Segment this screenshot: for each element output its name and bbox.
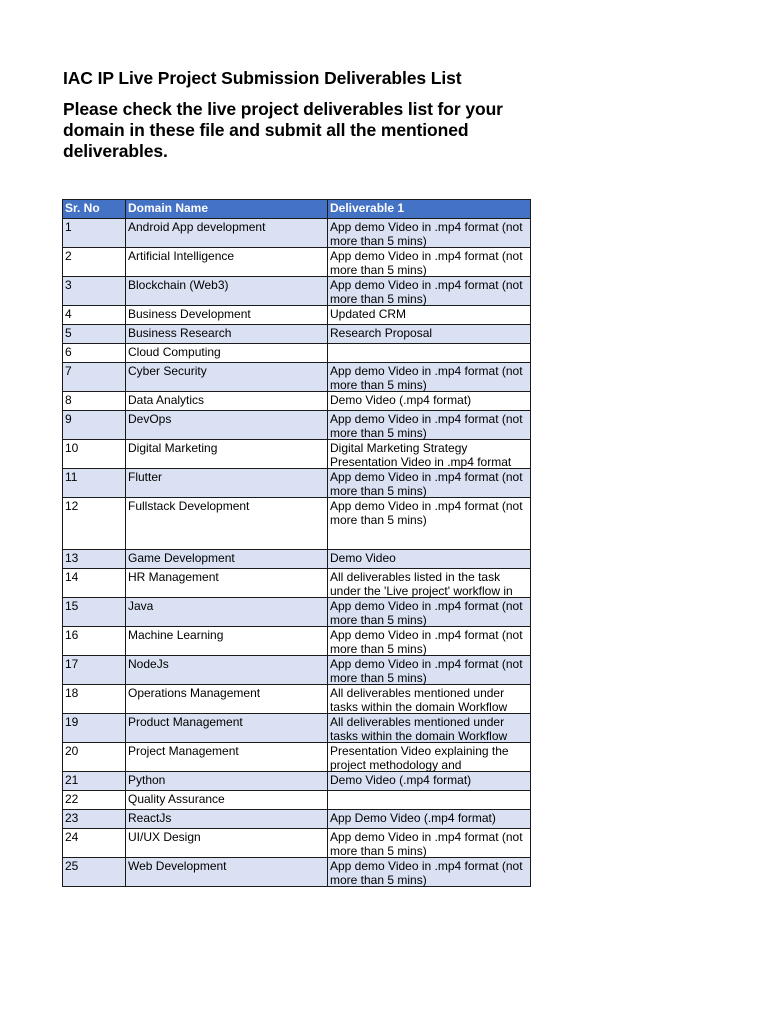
table-row xyxy=(63,306,531,325)
domain-name-text: Cloud Computing xyxy=(128,345,221,359)
sr-no-text: 23 xyxy=(65,811,79,825)
sr-no-text: 10 xyxy=(65,441,79,455)
cell-sr-no xyxy=(63,306,126,325)
domain-name-text: Java xyxy=(128,599,154,613)
sr-no-text: 12 xyxy=(65,499,79,513)
deliverable-text: Research Proposal xyxy=(330,326,433,340)
cell-sr-no xyxy=(63,743,126,772)
deliverable-text: App demo Video in .mp4 format (not more than 5 mins) xyxy=(330,599,523,627)
deliverable-text: Demo Video (.mp4 format) xyxy=(330,773,472,787)
cell-domain-name xyxy=(126,829,328,858)
domain-name-text: Blockchain (Web3) xyxy=(128,278,229,292)
domain-name-text: UI/UX Design xyxy=(128,830,201,844)
cell-domain-name xyxy=(126,569,328,598)
sr-no-text: 1 xyxy=(65,220,72,234)
cell-domain-name xyxy=(126,810,328,829)
cell-sr-no xyxy=(63,248,126,277)
sr-no-text: 2 xyxy=(65,249,72,263)
cell-deliverable xyxy=(328,344,531,363)
domain-name-text: NodeJs xyxy=(128,657,169,671)
deliverable-text: App demo Video in .mp4 format (not more than 5 mins) xyxy=(330,628,523,656)
deliverable-text: App demo Video in .mp4 format (not more than 5 mins) xyxy=(330,364,523,392)
sr-no-text: 17 xyxy=(65,657,79,671)
cell-domain-name xyxy=(126,219,328,248)
cell-sr-no xyxy=(63,772,126,791)
cell-domain-name xyxy=(126,392,328,411)
cell-sr-no xyxy=(63,469,126,498)
page-subtitle: Please check the live project deliverables list for your domain in these file and submit all the mentioned deliverables. xyxy=(63,99,503,161)
table-row xyxy=(63,829,531,858)
table-row xyxy=(63,498,531,550)
cell-domain-name xyxy=(126,598,328,627)
sr-no-text: 25 xyxy=(65,859,79,873)
domain-name-text: Product Management xyxy=(128,715,243,729)
deliverable-text: App demo Video in .mp4 format (not more than 5 mins) xyxy=(330,499,523,527)
cell-sr-no xyxy=(63,858,126,887)
deliverable-text: App demo Video in .mp4 format (not more than 5 mins) xyxy=(330,249,523,277)
cell-domain-name xyxy=(126,858,328,887)
deliverable-text: App demo Video in .mp4 format (not more than 5 mins) xyxy=(330,657,523,685)
cell-sr-no xyxy=(63,363,126,392)
page-title: IAC IP Live Project Submission Deliverables List xyxy=(63,68,462,88)
cell-sr-no xyxy=(63,344,126,363)
deliverable-text: App demo Video in .mp4 format (not more than 5 mins) xyxy=(330,830,523,858)
table-row xyxy=(63,277,531,306)
domain-name-text: Android App development xyxy=(128,220,266,234)
table-row xyxy=(63,569,531,598)
cell-sr-no xyxy=(63,598,126,627)
header-deliverable-1: Deliverable 1 xyxy=(328,200,531,219)
cell-deliverable xyxy=(328,743,531,772)
table-row xyxy=(63,363,531,392)
cell-domain-name xyxy=(126,772,328,791)
domain-name-text: DevOps xyxy=(128,412,172,426)
cell-deliverable xyxy=(328,569,531,598)
cell-sr-no xyxy=(63,550,126,569)
sr-no-text: 4 xyxy=(65,307,72,321)
table-row xyxy=(63,598,531,627)
header-domain-name: Domain Name xyxy=(126,200,328,219)
cell-deliverable xyxy=(328,411,531,440)
sr-no-text: 5 xyxy=(65,326,72,340)
domain-name-text: Data Analytics xyxy=(128,393,205,407)
cell-sr-no xyxy=(63,440,126,469)
header-sr-no: Sr. No xyxy=(63,200,126,219)
cell-sr-no xyxy=(63,392,126,411)
cell-sr-no xyxy=(63,714,126,743)
cell-deliverable xyxy=(328,714,531,743)
table-row xyxy=(63,344,531,363)
cell-deliverable xyxy=(328,810,531,829)
cell-domain-name xyxy=(126,656,328,685)
deliverable-text: App demo Video in .mp4 format (not more than 5 mins) xyxy=(330,470,523,498)
cell-domain-name xyxy=(126,469,328,498)
cell-domain-name xyxy=(126,325,328,344)
cell-domain-name xyxy=(126,498,328,550)
table-body xyxy=(63,219,531,887)
domain-name-text: HR Management xyxy=(128,570,219,584)
table-row xyxy=(63,550,531,569)
sr-no-text: 8 xyxy=(65,393,72,407)
sr-no-text: 16 xyxy=(65,628,79,642)
deliverable-text: All deliverables mentioned under tasks within the domain Workflow xyxy=(330,715,508,743)
cell-deliverable xyxy=(328,829,531,858)
table-row xyxy=(63,440,531,469)
deliverable-text: App demo Video in .mp4 format (not more than 5 mins) xyxy=(330,220,523,248)
cell-domain-name xyxy=(126,363,328,392)
cell-sr-no xyxy=(63,656,126,685)
domain-name-text: Business Research xyxy=(128,326,232,340)
cell-deliverable xyxy=(328,627,531,656)
table-row xyxy=(63,219,531,248)
deliverables-table xyxy=(62,199,531,887)
deliverable-text: All deliverables listed in the task under the 'Live project' workflow in xyxy=(330,570,513,598)
cell-deliverable xyxy=(328,219,531,248)
domain-name-text: Cyber Security xyxy=(128,364,207,378)
table-header-row xyxy=(63,200,531,219)
domain-name-text: Game Development xyxy=(128,551,235,565)
sr-no-text: 24 xyxy=(65,830,79,844)
table-row xyxy=(63,392,531,411)
cell-sr-no xyxy=(63,325,126,344)
domain-name-text: Web Development xyxy=(128,859,227,873)
sr-no-text: 6 xyxy=(65,345,72,359)
deliverable-text: App demo Video in .mp4 format (not more than 5 mins) xyxy=(330,278,523,306)
cell-deliverable xyxy=(328,277,531,306)
table-row xyxy=(63,685,531,714)
cell-sr-no xyxy=(63,569,126,598)
cell-deliverable xyxy=(328,498,531,550)
cell-sr-no xyxy=(63,685,126,714)
deliverable-text: App demo Video in .mp4 format (not more than 5 mins) xyxy=(330,412,523,440)
cell-domain-name xyxy=(126,277,328,306)
sr-no-text: 22 xyxy=(65,792,79,806)
sr-no-text: 21 xyxy=(65,773,79,787)
cell-sr-no xyxy=(63,829,126,858)
table-row xyxy=(63,791,531,810)
deliverable-text: All deliverables mentioned under tasks within the domain Workflow xyxy=(330,686,508,714)
table-row xyxy=(63,627,531,656)
cell-sr-no xyxy=(63,411,126,440)
table-row xyxy=(63,248,531,277)
sr-no-text: 20 xyxy=(65,744,79,758)
sr-no-text: 9 xyxy=(65,412,72,426)
deliverable-text: Presentation Video explaining the project methodology and xyxy=(330,744,509,772)
cell-domain-name xyxy=(126,411,328,440)
cell-deliverable xyxy=(328,656,531,685)
cell-deliverable xyxy=(328,306,531,325)
table-row xyxy=(63,325,531,344)
table-row xyxy=(63,411,531,440)
cell-deliverable xyxy=(328,440,531,469)
deliverable-text: Updated CRM xyxy=(330,307,407,321)
cell-domain-name xyxy=(126,306,328,325)
sr-no-text: 7 xyxy=(65,364,72,378)
cell-deliverable xyxy=(328,550,531,569)
table-row xyxy=(63,772,531,791)
cell-domain-name xyxy=(126,440,328,469)
domain-name-text: Machine Learning xyxy=(128,628,224,642)
cell-domain-name xyxy=(126,627,328,656)
cell-domain-name xyxy=(126,248,328,277)
cell-deliverable xyxy=(328,469,531,498)
cell-deliverable xyxy=(328,392,531,411)
cell-sr-no xyxy=(63,277,126,306)
cell-sr-no xyxy=(63,627,126,656)
sr-no-text: 11 xyxy=(65,470,78,484)
cell-deliverable xyxy=(328,325,531,344)
sr-no-text: 18 xyxy=(65,686,79,700)
table-row xyxy=(63,714,531,743)
domain-name-text: Fullstack Development xyxy=(128,499,250,513)
cell-domain-name xyxy=(126,791,328,810)
cell-domain-name xyxy=(126,550,328,569)
cell-sr-no xyxy=(63,498,126,550)
sr-no-text: 19 xyxy=(65,715,79,729)
deliverable-text: Demo Video (.mp4 format) xyxy=(330,393,472,407)
sr-no-text: 15 xyxy=(65,599,79,613)
domain-name-text: Digital Marketing xyxy=(128,441,218,455)
domain-name-text: Operations Management xyxy=(128,686,261,700)
domain-name-text: Business Development xyxy=(128,307,251,321)
deliverable-text: Digital Marketing Strategy Presentation Video in .mp4 format xyxy=(330,441,512,469)
table-row xyxy=(63,656,531,685)
cell-sr-no xyxy=(63,791,126,810)
deliverable-text: Demo Video xyxy=(330,551,396,565)
cell-deliverable xyxy=(328,791,531,810)
cell-deliverable xyxy=(328,858,531,887)
cell-deliverable xyxy=(328,772,531,791)
cell-deliverable xyxy=(328,248,531,277)
table-row xyxy=(63,743,531,772)
sr-no-text: 3 xyxy=(65,278,72,292)
table-row xyxy=(63,469,531,498)
domain-name-text: Artificial Intelligence xyxy=(128,249,235,263)
deliverable-text: App Demo Video (.mp4 format) xyxy=(330,811,496,825)
cell-domain-name xyxy=(126,685,328,714)
cell-sr-no xyxy=(63,810,126,829)
cell-deliverable xyxy=(328,363,531,392)
domain-name-text: Flutter xyxy=(128,470,163,484)
sr-no-text: 14 xyxy=(65,570,79,584)
cell-deliverable xyxy=(328,685,531,714)
domain-name-text: Python xyxy=(128,773,166,787)
table-row xyxy=(63,858,531,887)
cell-sr-no xyxy=(63,219,126,248)
table-row xyxy=(63,810,531,829)
domain-name-text: ReactJs xyxy=(128,811,172,825)
cell-deliverable xyxy=(328,598,531,627)
sr-no-text: 13 xyxy=(65,551,79,565)
cell-domain-name xyxy=(126,344,328,363)
domain-name-text: Quality Assurance xyxy=(128,792,225,806)
cell-domain-name xyxy=(126,743,328,772)
domain-name-text: Project Management xyxy=(128,744,239,758)
deliverable-text: App demo Video in .mp4 format (not more than 5 mins) xyxy=(330,859,523,887)
cell-domain-name xyxy=(126,714,328,743)
